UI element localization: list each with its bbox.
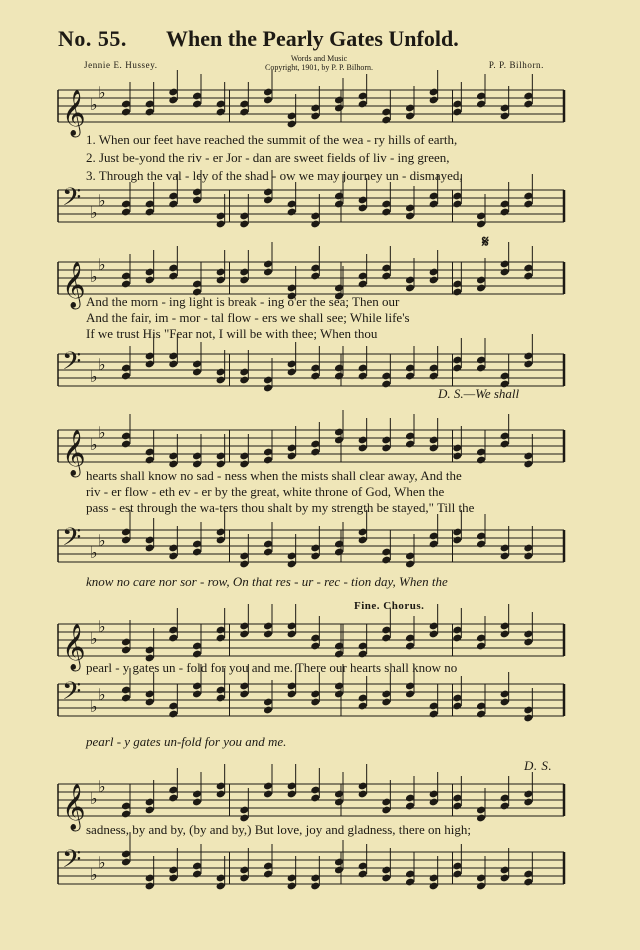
lyric-line: 1. When our feet have reached the summit of the wea - ry hills of earth, bbox=[86, 132, 458, 147]
flat-icon: ♭ bbox=[90, 435, 98, 454]
bass-clef-icon: 𝄢 bbox=[62, 677, 82, 712]
flat-icon: ♭ bbox=[98, 83, 106, 102]
music-system-2 bbox=[48, 234, 568, 408]
flat-icon: ♭ bbox=[98, 531, 106, 550]
composer: P. P. Bilhorn. bbox=[488, 60, 544, 70]
flat-icon: ♭ bbox=[98, 423, 106, 442]
bass-clef-icon: 𝄢 bbox=[62, 183, 82, 218]
flat-icon: ♭ bbox=[98, 777, 106, 796]
lyric-line: riv - er flow - eth ev - er by the great, white throne of God, When the bbox=[86, 484, 445, 499]
flat-icon: ♭ bbox=[98, 617, 106, 636]
bass-clef-icon: 𝄢 bbox=[62, 523, 82, 558]
flat-icon: ♭ bbox=[98, 255, 106, 274]
lyricist: Jennie E. Hussey. bbox=[84, 60, 158, 70]
bass-staff-1 bbox=[48, 180, 568, 240]
bass-clef-icon: 𝄢 bbox=[62, 845, 82, 880]
bass-staff-3 bbox=[48, 520, 568, 580]
lyric-line: If we trust His "Fear not, I will be with thee; When thou bbox=[86, 326, 378, 341]
hymn-number: No. 55. bbox=[58, 26, 127, 51]
flat-icon: ♭ bbox=[98, 685, 106, 704]
refrain-line: pearl - y gates un-fold for you and me. bbox=[86, 734, 287, 749]
flat-icon: ♭ bbox=[98, 853, 106, 872]
refrain-line: know no care nor sor - row, On that res - ur - rec - tion day, When the bbox=[86, 574, 448, 589]
segno-icon: 𝄋 bbox=[482, 234, 489, 251]
music-system-5 bbox=[48, 758, 568, 938]
lyric-line: hearts shall know no sad - ness when the mists shall clear away, And the bbox=[86, 468, 462, 483]
flat-icon: ♭ bbox=[90, 789, 98, 808]
treble-clef-icon: 𝄞 bbox=[62, 624, 86, 670]
lyric-line: sadness, by and by, (by and by,) But love, joy and gladness, there on high; bbox=[86, 822, 471, 837]
flat-icon: ♭ bbox=[98, 355, 106, 374]
treble-staff-1 bbox=[48, 80, 568, 140]
music-system-1 bbox=[48, 72, 568, 232]
bass-staff-5 bbox=[48, 842, 568, 902]
bass-staff-4 bbox=[48, 674, 568, 734]
music-system-4 bbox=[48, 596, 568, 756]
flat-icon: ♭ bbox=[90, 865, 98, 884]
lyric-line: 3. Through the val - ley of the shad - ow we may journey un - dismayed, bbox=[86, 168, 463, 183]
copyright-line-1: Words and Music bbox=[290, 54, 348, 63]
copyright-line-2: Copyright, 1901, by P. P. Bilhorn. bbox=[264, 63, 373, 72]
flat-icon: ♭ bbox=[90, 367, 98, 386]
flat-icon: ♭ bbox=[90, 543, 98, 562]
title-row bbox=[58, 26, 558, 56]
lyric-line: And the morn - ing light is break - ing o'er the sea; Then our bbox=[86, 294, 400, 309]
treble-clef-icon: 𝄞 bbox=[62, 430, 86, 476]
flat-icon: ♭ bbox=[90, 697, 98, 716]
treble-clef-icon: 𝄞 bbox=[62, 90, 86, 136]
copyright-notice bbox=[244, 54, 394, 72]
flat-icon: ♭ bbox=[90, 95, 98, 114]
ds-label: D. S.—We shall bbox=[438, 386, 520, 401]
ds-mark: D. S. bbox=[524, 758, 553, 773]
bass-clef-icon: 𝄢 bbox=[62, 347, 82, 382]
flat-icon: ♭ bbox=[90, 267, 98, 286]
lyric-line: pearl - y gates un - fold for you and me. There our hearts shall know no bbox=[86, 660, 458, 675]
flat-icon: ♭ bbox=[90, 203, 98, 222]
flat-icon: ♭ bbox=[90, 629, 98, 648]
lyric-line: 2. Just be-yond the riv - er Jor - dan are sweet fields of liv - ing green, bbox=[86, 150, 450, 165]
treble-clef-icon: 𝄞 bbox=[62, 784, 86, 830]
lyric-line: pass - est through the wa-ters thou shalt by my strength be stayed," Till the bbox=[86, 500, 475, 515]
music-system-3 bbox=[48, 408, 568, 588]
treble-clef-icon: 𝄞 bbox=[62, 262, 86, 308]
flat-icon: ♭ bbox=[98, 191, 106, 210]
hymn-title: When the Pearly Gates Unfold. bbox=[166, 26, 459, 51]
lyric-line: And the fair, im - mor - tal flow - ers we shall see; While life's bbox=[86, 310, 410, 325]
fine-chorus-mark: Fine. Chorus. bbox=[354, 600, 425, 612]
